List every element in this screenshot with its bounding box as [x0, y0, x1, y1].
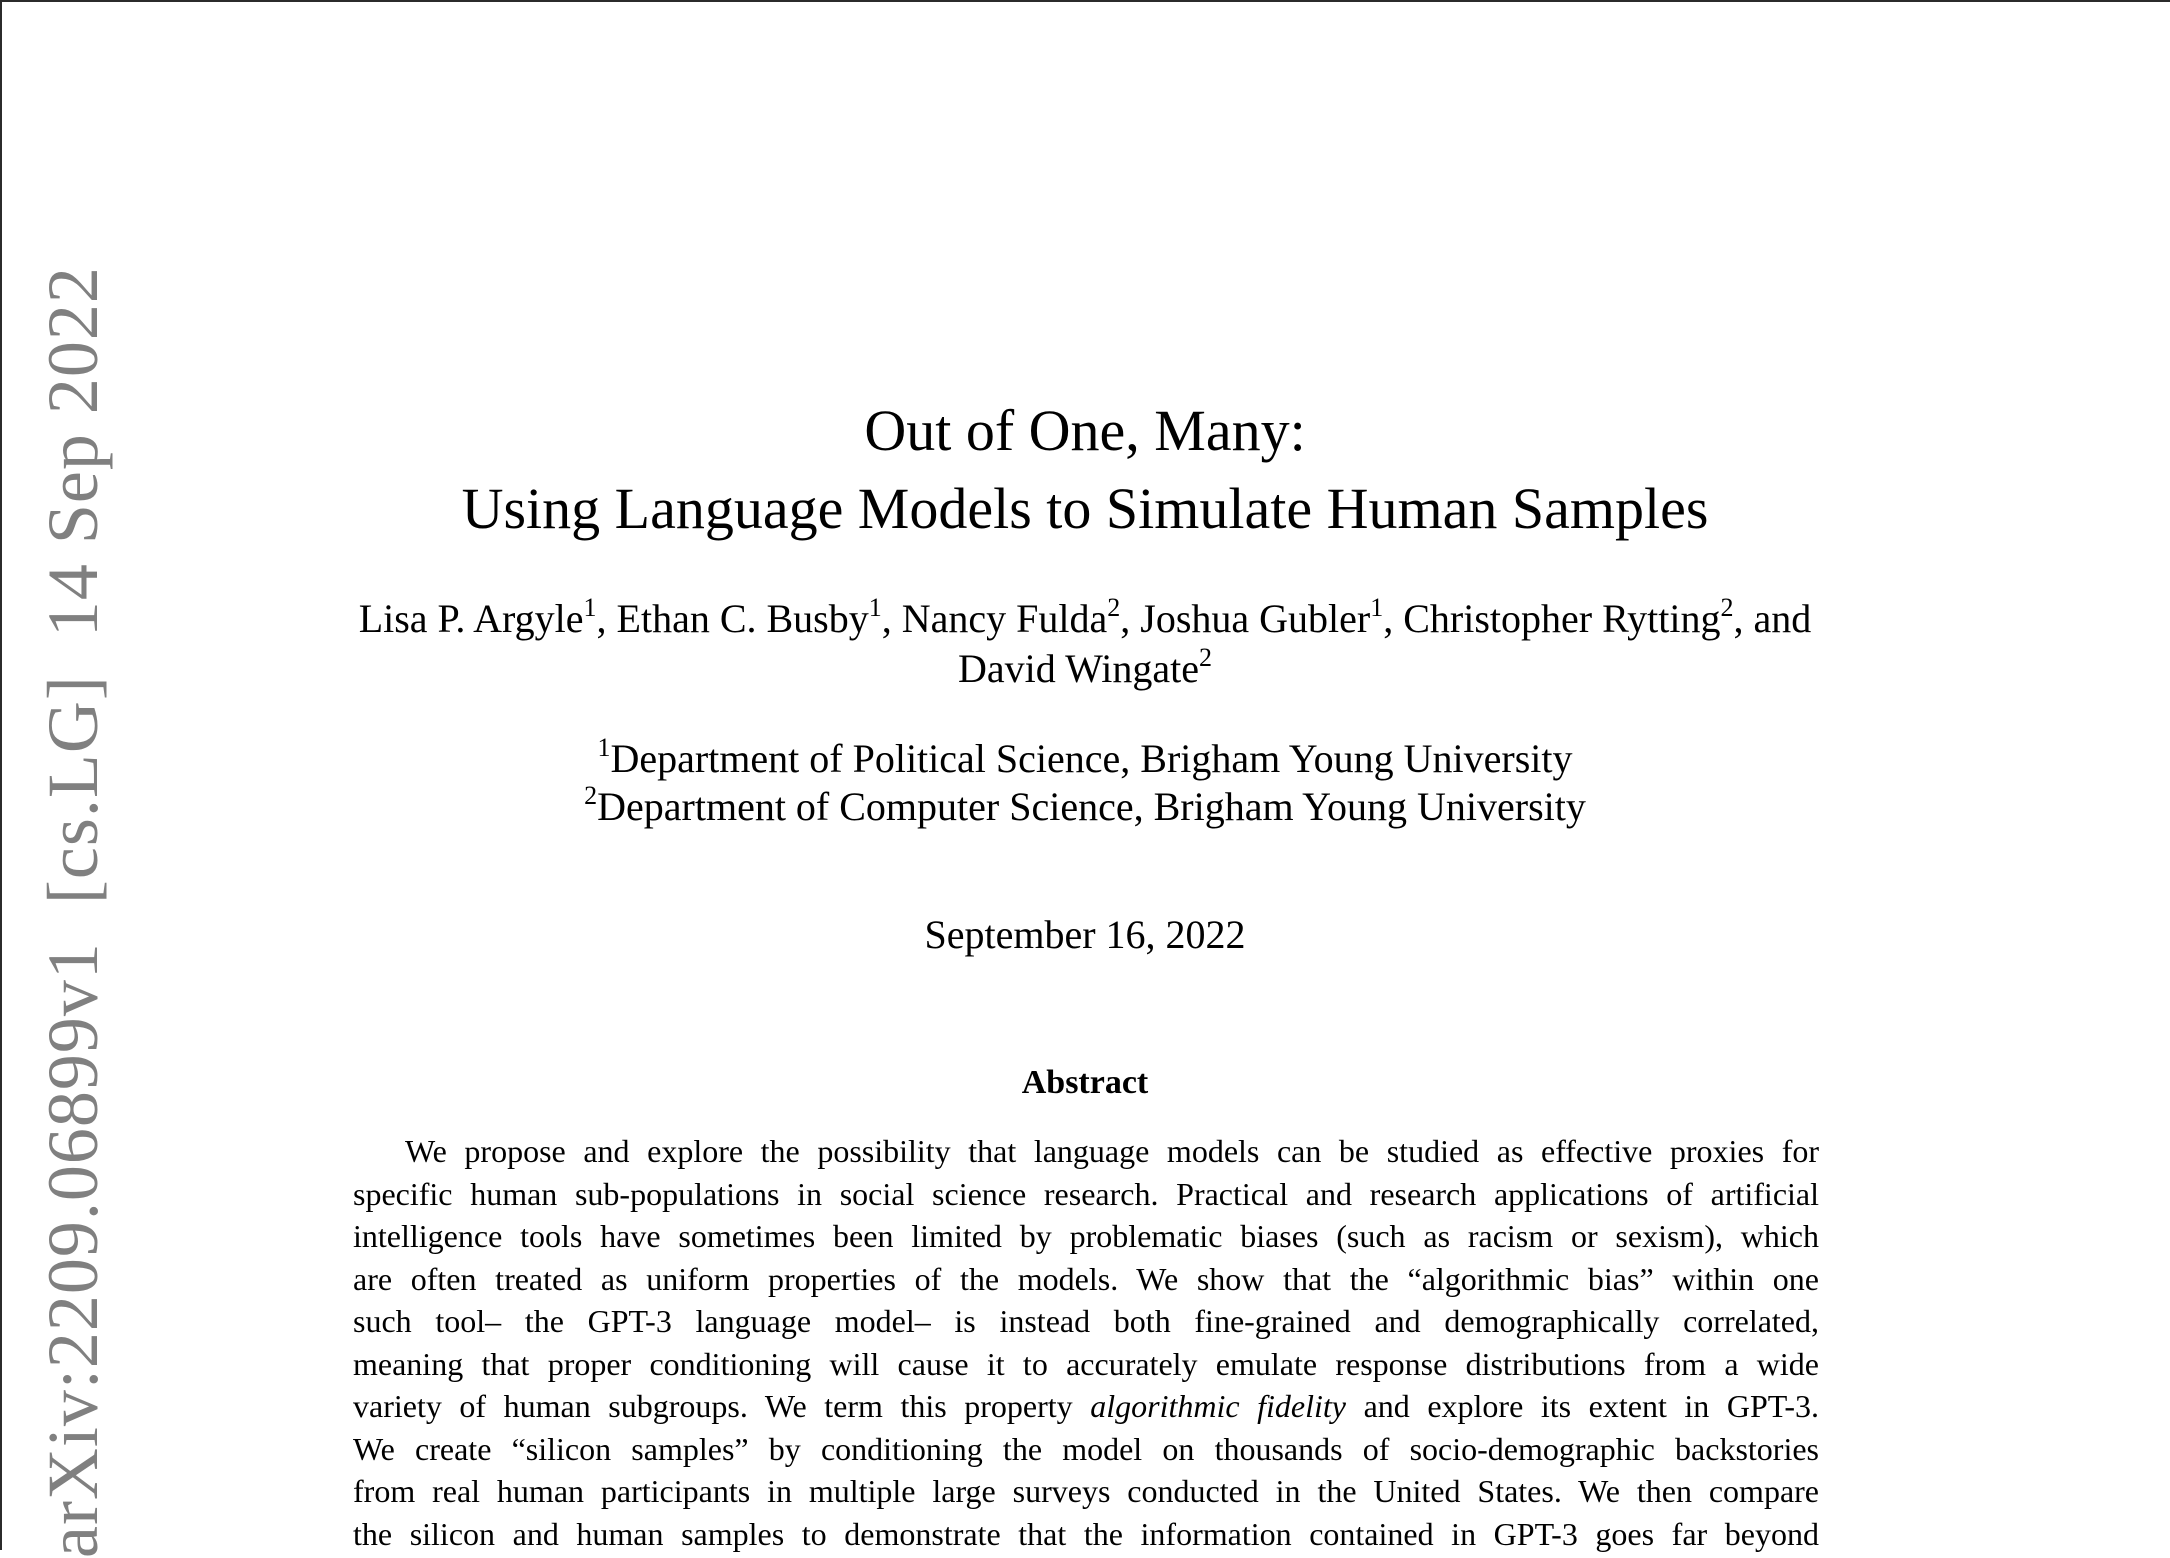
- abstract-line: intelligence tools have sometimes been limited by problematic biases (such as racism or sexism), which: [353, 1218, 1819, 1254]
- affiliation-line: [0, 735, 2170, 783]
- author-affiliation-mark: 2: [1198, 643, 1212, 672]
- affiliation-mark: 1: [597, 733, 611, 762]
- author-affiliation-mark: 2: [1720, 593, 1734, 622]
- author-name: Joshua Gubler: [1140, 596, 1371, 641]
- abstract-line: We create “silicon samples” by conditioning the model on thousands of socio-demographic backstories: [353, 1430, 1819, 1467]
- abstract-line: meaning that proper conditioning will cause it to accurately emulate response distributions from a wide: [353, 1345, 1819, 1382]
- author-list: [200, 594, 1970, 694]
- abstract-line: [353, 1385, 1819, 1428]
- author-name: David Wingate: [958, 646, 1199, 691]
- author-affiliation-mark: 1: [583, 593, 597, 622]
- affiliation-text: Department of Computer Science, Brigham Young University: [597, 784, 1586, 829]
- author-separator: ,: [1383, 596, 1404, 641]
- author-separator: ,: [1120, 596, 1141, 641]
- affiliation-text: Department of Political Science, Brigham Young University: [610, 736, 1573, 781]
- author-name: Lisa P. Argyle: [358, 596, 584, 641]
- affiliation-list: [0, 735, 2170, 831]
- abstract-text: variety of human subgroups. We term this property: [353, 1388, 1091, 1424]
- abstract-heading: Abstract: [1021, 1064, 1149, 1101]
- abstract-line: such tool– the GPT-3 language model– is instead both fine-grained and demographically correlated,: [353, 1303, 1819, 1339]
- abstract-line: specific human sub-populations in social science research. Practical and research applications of artificial: [353, 1175, 1819, 1212]
- paper-title: [0, 392, 2170, 548]
- affiliation-line: [0, 783, 2170, 831]
- abstract-body: [353, 1130, 1819, 1555]
- abstract-line: from real human participants in multiple large surveys conducted in the United States. We then compare: [353, 1473, 1819, 1509]
- affiliation-mark: 2: [584, 781, 598, 810]
- title-line-1: Out of One, Many:: [864, 398, 1306, 463]
- author-separator: ,: [881, 596, 902, 641]
- title-line-2: Using Language Models to Simulate Human Samples: [461, 476, 1709, 541]
- arxiv-identifier-stamp: arXiv:2209.06899v1 [cs.LG] 14 Sep 2022: [33, 266, 113, 1558]
- abstract-line: are often treated as uniform properties of the models. We show that the “algorithmic bias” within one: [353, 1260, 1819, 1297]
- author-separator: , and: [1733, 596, 1812, 641]
- author-affiliation-mark: 1: [868, 593, 882, 622]
- author-affiliation-mark: 2: [1107, 593, 1121, 622]
- abstract-text: and explore its extent in GPT-3.: [1346, 1388, 1820, 1424]
- author-name: Ethan C. Busby: [616, 596, 869, 641]
- abstract-emphasis: algorithmic fidelity: [1090, 1388, 1346, 1424]
- abstract-line: the silicon and human samples to demonstrate that the information contained in GPT-3 goes far beyond: [353, 1515, 1819, 1552]
- abstract-line: We propose and explore the possibility that language models can be studied as effective proxies for: [405, 1133, 1819, 1169]
- author-name: Nancy Fulda: [901, 596, 1108, 641]
- author-affiliation-mark: 1: [1370, 593, 1384, 622]
- author-name: Christopher Rytting: [1403, 596, 1721, 641]
- publication-date: September 16, 2022: [924, 912, 1246, 957]
- author-separator: ,: [596, 596, 617, 641]
